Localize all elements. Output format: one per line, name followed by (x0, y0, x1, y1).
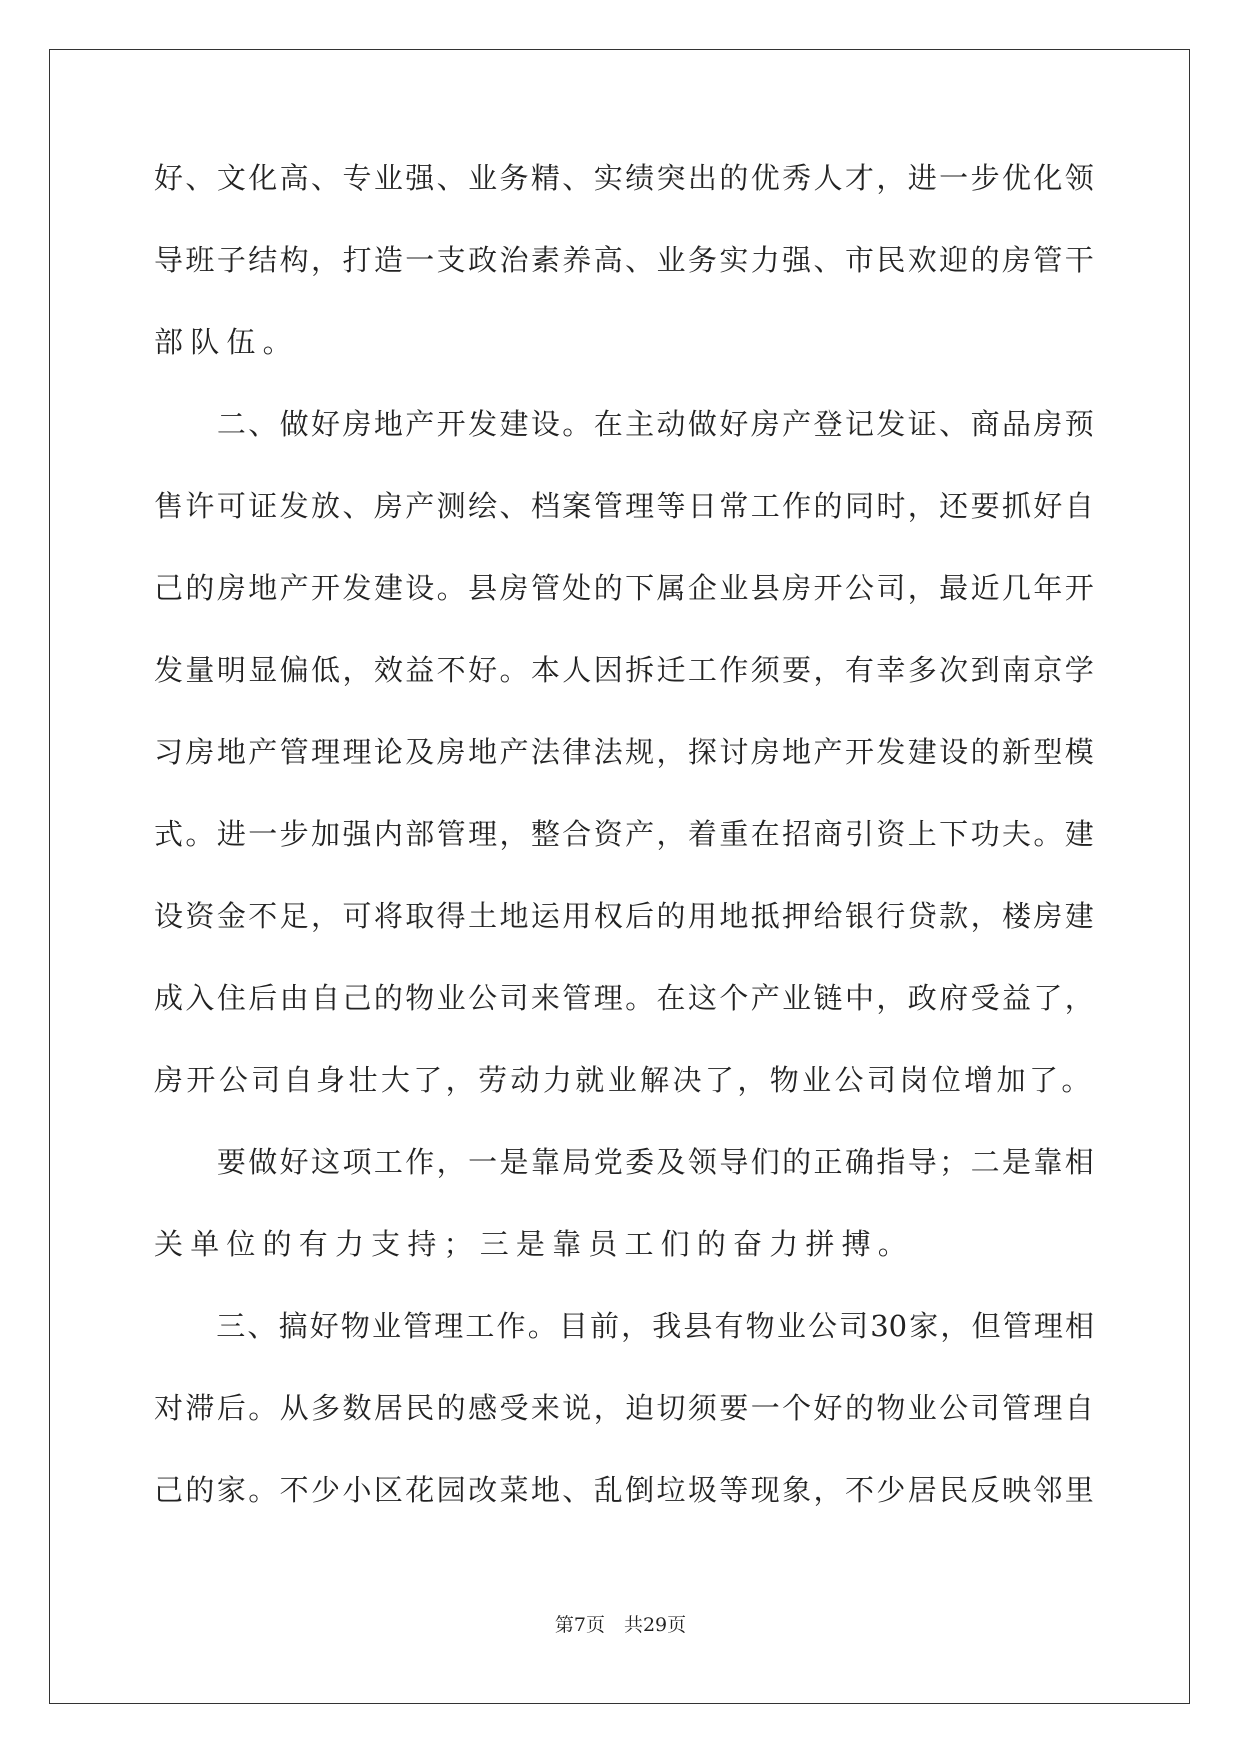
text-line: 式 。 进 一 步 加 强 内 部 管 理 ， 整 合 资 产 ， 着 重 在 招 商 引 资 上 下 功 夫 。 建 (154, 817, 1094, 851)
text-line: 二 、 做 好 房 地 产 开 发 建 设 。 在 主 动 做 好 房 产 登 记 发 证 、 商 品 房 预 (216, 407, 1094, 441)
text-line: 三 、 搞 好 物 业 管 理 工 作 。 目 前 ， 我 县 有 物 业 公 司 30 家 ， 但 管 理 相 (216, 1309, 1094, 1343)
text-line: 习 房 地 产 管 理 理 论 及 房 地 产 法 律 法 规 ， 探 讨 房 地 产 开 发 建 设 的 新 型 模 (154, 735, 1094, 769)
document-body (154, 158, 1094, 1552)
text-line: 设 资 金 不 足 ， 可 将 取 得 土 地 运 用 权 后 的 用 地 抵 押 给 银 行 贷 款 ， 楼 房 建 (154, 899, 1094, 933)
text-line: 导 班 子 结 构 ， 打 造 一 支 政 治 素 养 高 、 业 务 实 力 强 、 市 民 欢 迎 的 房 管 干 (154, 243, 1094, 277)
text-line: 要 做 好 这 项 工 作 ， 一 是 靠 局 党 委 及 领 导 们 的 正 确 指 导 ； 二 是 靠 相 (216, 1145, 1094, 1179)
text-line: 对 滞 后 。 从 多 数 居 民 的 感 受 来 说 ， 迫 切 须 要 一 个 好 的 物 业 公 司 管 理 自 (154, 1391, 1094, 1425)
text-line: 成 入 住 后 由 自 己 的 物 业 公 司 来 管 理 。 在 这 个 产 业 链 中 ， 政 府 受 益 了 ， (154, 981, 1094, 1015)
text-line: 己 的 房 地 产 开 发 建 设 。 县 房 管 处 的 下 属 企 业 县 房 开 公 司 ， 最 近 几 年 开 (154, 571, 1094, 605)
text-line: 房 开 公 司 自 身 壮 大 了 ， 劳 动 力 就 业 解 决 了 ， 物 业 公 司 岗 位 增 加 了 。 (154, 1063, 1091, 1097)
text-line: 好 、 文 化 高 、 专 业 强 、 业 务 精 、 实 绩 突 出 的 优 秀 人 才 ， 进 一 步 优 化 领 (154, 161, 1094, 195)
page-footer: 第7页 共29页 (554, 1614, 687, 1636)
text-line: 发 量 明 显 偏 低 ， 效 益 不 好 。 本 人 因 拆 迁 工 作 须 要 ， 有 幸 多 次 到 南 京 学 (154, 653, 1094, 687)
text-line: 关 单 位 的 有 力 支 持 ； 三 是 靠 员 工 们 的 奋 力 拼 搏 。 (154, 1227, 907, 1261)
text-line: 售 许 可 证 发 放 、 房 产 测 绘 、 档 案 管 理 等 日 常 工 作 的 同 时 ， 还 要 抓 好 自 (154, 489, 1094, 523)
text-line: 己 的 家 。 不 少 小 区 花 园 改 菜 地 、 乱 倒 垃 圾 等 现 象 ， 不 少 居 民 反 映 邻 里 (154, 1473, 1094, 1507)
text-line: 部 队 伍 。 (154, 325, 292, 359)
